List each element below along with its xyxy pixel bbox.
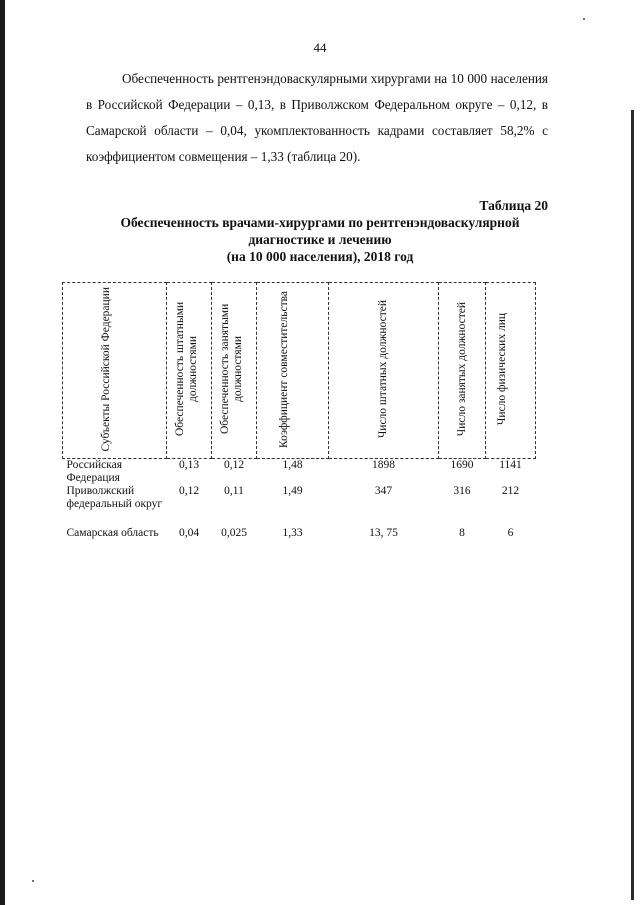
cell-value: 347: [374, 485, 393, 497]
cell-value: 1141: [499, 459, 522, 471]
row-subject: Самарская область: [66, 527, 159, 539]
column-header: [63, 283, 167, 459]
cell-value: 1690: [450, 459, 474, 471]
row-subject: Российская Федерация: [66, 459, 123, 484]
table-header-row: [63, 283, 536, 459]
page-number: 44: [313, 40, 327, 55]
column-header-text: Число физических лиц: [495, 312, 508, 426]
cell-value: 0,12: [178, 485, 200, 497]
cell-value: 316: [453, 485, 471, 497]
column-header: [486, 283, 536, 459]
table-title-line: Обеспеченность врачами-хирургами по рентгенэндоваскулярной: [120, 215, 520, 230]
column-header-text: Коэффициент совместительства: [277, 290, 290, 448]
column-header: [167, 283, 212, 459]
column-header-text: Обеспеченность штатными должностями: [174, 301, 199, 437]
table-row: [63, 527, 536, 553]
table-row: [63, 485, 536, 527]
cell-value: 6: [507, 527, 514, 539]
cell-value: 1,33: [282, 527, 303, 539]
column-header-text: Число штатных должностей: [377, 299, 389, 439]
cell-value: 1,49: [282, 485, 303, 497]
cell-value: 0,04: [178, 527, 200, 539]
cell-value: 8: [459, 527, 465, 539]
cell-value: 0,11: [224, 485, 244, 497]
table-label: Таблица 20: [479, 198, 548, 213]
column-header: [439, 283, 486, 459]
table-row: [63, 459, 536, 486]
table-title-line: диагностике и лечению: [248, 232, 392, 247]
column-header-text: Субъекты Российской Федерации: [99, 286, 112, 452]
scan-speck: [583, 18, 585, 20]
column-header: [329, 283, 439, 459]
cell-value: 0,025: [221, 527, 247, 539]
paragraph-text: Обеспеченность рентгенэндоваскулярными хирургами на 10 000 населения в Российской Федерации – 0,13, в Приволжском Федеральном округе – 0,12, в Самарской области – 0,04, укомплектованность кадрами составляет 58,2% с коэффициентом совмещения – 1,33 (таблица 20).: [86, 71, 548, 164]
cell-value: 13, 75: [369, 527, 398, 539]
scan-speck: [32, 880, 34, 882]
column-header-text: Число занятых должностей: [455, 301, 468, 437]
table-title: [90, 214, 550, 265]
column-header-text: Обеспеченность занятыми должностями: [219, 303, 244, 435]
column-header: [257, 283, 329, 459]
column-header: [212, 283, 257, 459]
row-subject: Приволжский федеральный округ: [66, 485, 163, 510]
table-title-line: (на 10 000 населения), 2018 год: [226, 249, 414, 264]
body-paragraph: [86, 66, 548, 170]
data-table: [62, 282, 536, 553]
cell-value: 0,12: [223, 459, 245, 471]
scan-edge-left: [0, 0, 5, 905]
cell-value: 1898: [372, 459, 395, 471]
scan-edge-right: [631, 110, 634, 900]
cell-value: 0,13: [178, 459, 200, 471]
cell-value: 1,48: [282, 459, 303, 471]
cell-value: 212: [501, 485, 520, 497]
